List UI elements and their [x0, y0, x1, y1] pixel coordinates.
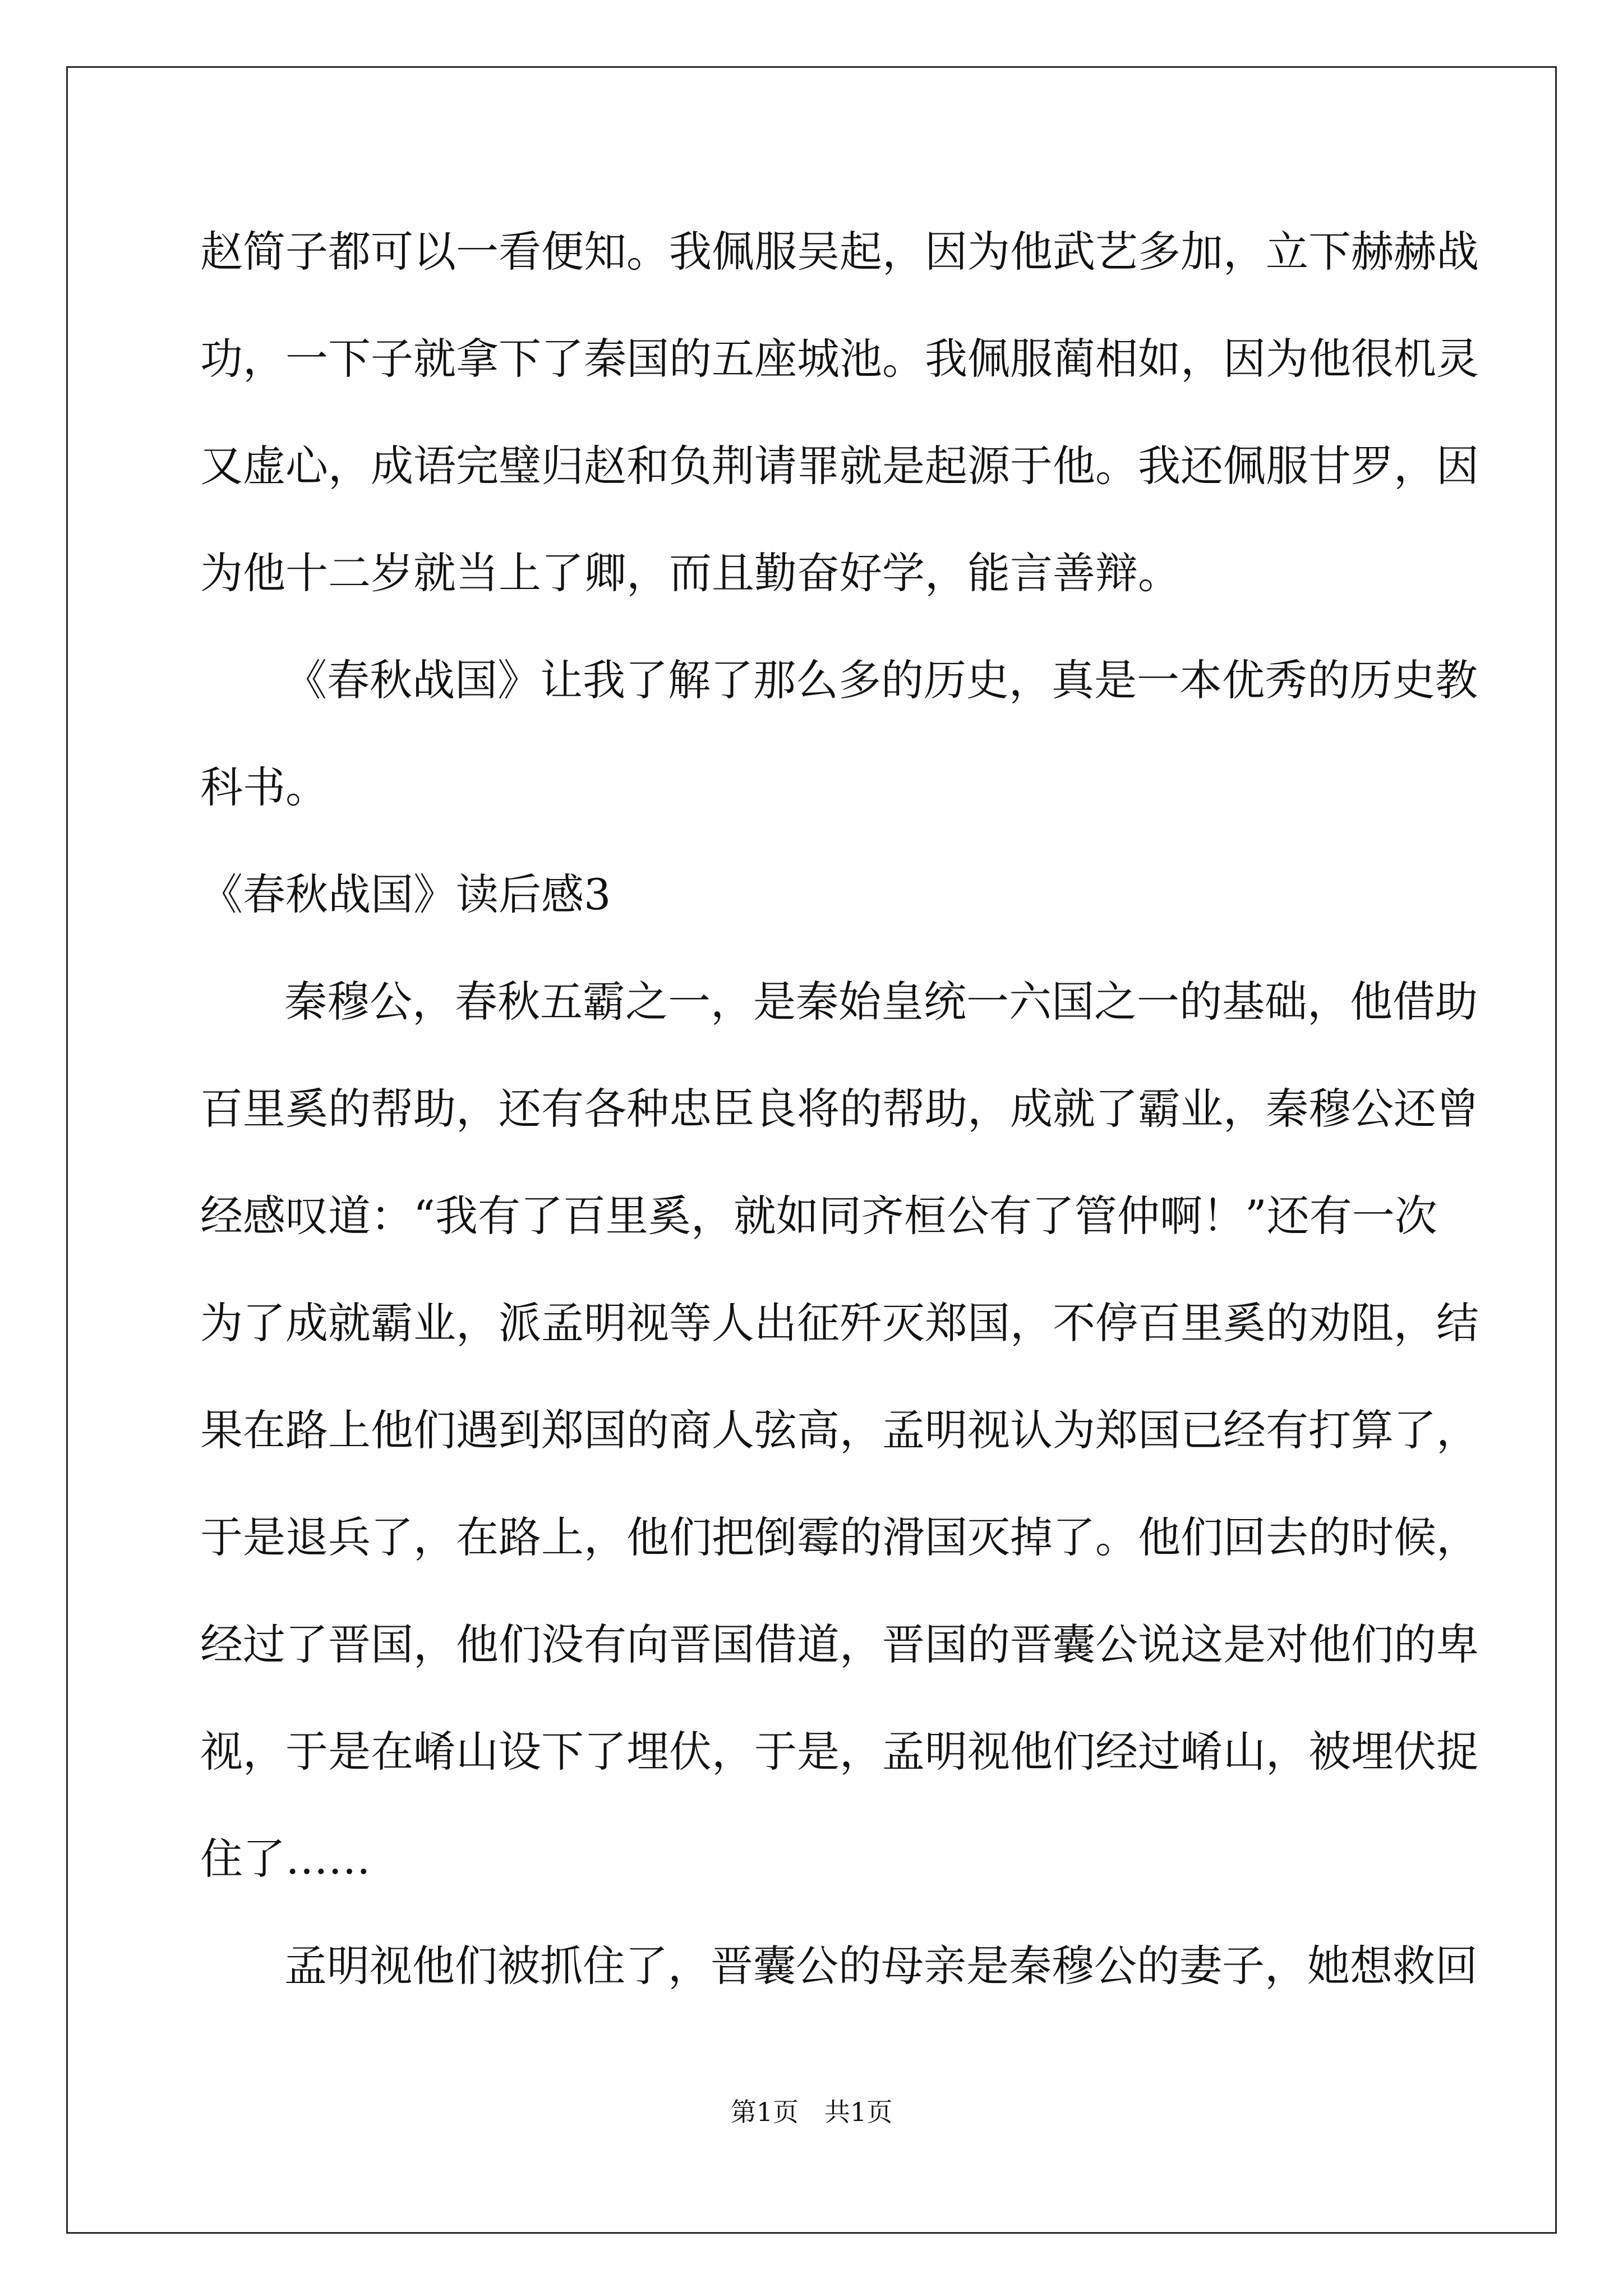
- text-line: 视，于是在崤山设下了埋伏，于是，孟明视他们经过崤山，被埋伏捉: [200, 1727, 1479, 1777]
- text-line: 为了成就霸业，派孟明视等人出征歼灭郑国，不停百里奚的劝阻，结: [200, 1298, 1479, 1348]
- text-line: 为他十二岁就当上了卿，而且勤奋好学，能言善辩。: [200, 548, 1181, 598]
- document-body: [200, 207, 1479, 2028]
- text-line: 科书。: [200, 762, 328, 812]
- text-line: 果在路上他们遇到郑国的商人弦高，孟明视认为郑国已经有打算了，: [200, 1405, 1479, 1455]
- text-line: 于是退兵了，在路上，他们把倒霉的滑国灭掉了。他们回去的时候，: [200, 1512, 1479, 1562]
- text-line: 赵简子都可以一看便知。我佩服吴起，因为他武艺多加，立下赫赫战: [200, 227, 1479, 277]
- text-line: 秦穆公，春秋五霸之一，是秦始皇统一六国之一的基础，他借助: [284, 977, 1478, 1027]
- text-line: 《春秋战国》让我了解了那么多的历史，真是一本优秀的历史教: [284, 655, 1478, 705]
- text-line: 孟明视他们被抓住了，晋囊公的母亲是秦穆公的妻子，她想救回: [284, 1941, 1478, 1991]
- text-line: 经感叹道：“我有了百里奚，就如同齐桓公有了管仲啊！”还有一次: [200, 1191, 1437, 1241]
- text-line: 又虚心，成语完璧归赵和负荆请罪就是起源于他。我还佩服甘罗，因: [200, 441, 1479, 491]
- text-line: 百里奚的帮助，还有各种忠臣良将的帮助，成就了霸业，秦穆公还曾: [200, 1084, 1479, 1134]
- page-footer: 第1页 共1页: [730, 2097, 893, 2127]
- text-line: 功，一下子就拿下了秦国的五座城池。我佩服蔺相如，因为他很机灵: [200, 334, 1479, 384]
- text-line: 经过了晋国，他们没有向晋国借道，晋国的晋囊公说这是对他们的卑: [200, 1619, 1479, 1669]
- section-heading: 《春秋战国》读后感3: [200, 869, 611, 919]
- text-line: 住了……: [200, 1834, 371, 1884]
